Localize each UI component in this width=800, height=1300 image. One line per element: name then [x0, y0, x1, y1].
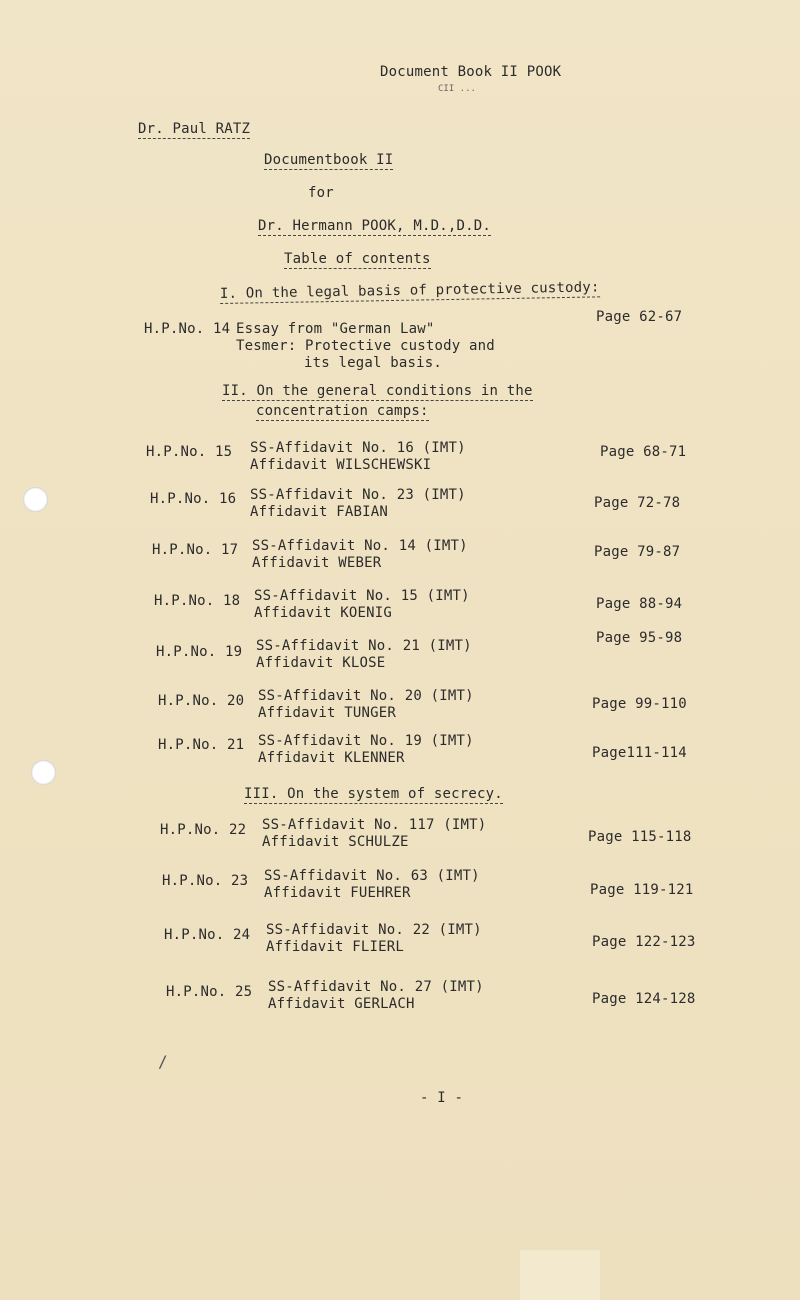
entry-hp-number: H.P.No. 16: [150, 491, 237, 507]
entry-line2: Affidavit KLOSE: [256, 655, 386, 671]
title-defendant: Dr. Hermann POOK, M.D.,D.D.: [258, 218, 491, 234]
entry-page: Page 124-128: [592, 991, 696, 1007]
entry-hp-number: H.P.No. 25: [166, 984, 253, 1000]
entry-page: Page111-114: [592, 745, 687, 761]
entry-line2: Affidavit WEBER: [252, 555, 382, 571]
entry-hp-number: H.P.No. 21: [158, 737, 245, 753]
entry-line2: Tesmer: Protective custody and: [236, 338, 495, 354]
entry-page: Page 68-71: [600, 444, 687, 460]
title-table-of-contents: Table of contents: [284, 251, 431, 267]
entry-line1: SS-Affidavit No. 16 (IMT): [250, 440, 466, 456]
document-reference-sub: CII ...: [438, 84, 476, 94]
section-3-heading: III. On the system of secrecy.: [244, 786, 503, 802]
entry-line2: Affidavit WILSCHEWSKI: [250, 457, 432, 473]
entry-hp-20: [158, 688, 718, 728]
entry-line1: SS-Affidavit No. 22 (IMT): [266, 922, 482, 938]
entry-page: Page 122-123: [592, 934, 696, 950]
entry-line1: Essay from "German Law": [236, 321, 435, 337]
entry-hp-17: [152, 538, 712, 578]
pencil-mark: /: [158, 1052, 168, 1071]
section-2-heading-line1: II. On the general conditions in the: [222, 383, 533, 399]
entry-hp-number: H.P.No. 17: [152, 542, 239, 558]
entry-page: Page 62-67: [596, 309, 683, 325]
entry-line1: SS-Affidavit No. 19 (IMT): [258, 733, 474, 749]
entry-page: Page 95-98: [596, 630, 683, 646]
entry-hp-14: [144, 309, 704, 371]
entry-hp-19: [156, 630, 716, 678]
entry-hp-number: H.P.No. 19: [156, 644, 243, 660]
entry-hp-18: [154, 588, 714, 628]
entry-hp-number: H.P.No. 14: [144, 321, 231, 337]
entry-line2: Affidavit KOENIG: [254, 605, 393, 621]
document-reference: Document Book II POOK: [380, 64, 562, 80]
entry-line1: SS-Affidavit No. 21 (IMT): [256, 638, 472, 654]
entry-hp-22: [160, 817, 720, 857]
entry-page: Page 72-78: [594, 495, 681, 511]
paper-patch: [520, 1250, 600, 1300]
counsel-name: Dr. Paul RATZ: [138, 121, 251, 137]
entry-line2: Affidavit FABIAN: [250, 504, 389, 520]
title-for: for: [308, 185, 334, 201]
entry-page: Page 79-87: [594, 544, 681, 560]
entry-page: Page 88-94: [596, 596, 683, 612]
entry-line2: Affidavit FLIERL: [266, 939, 405, 955]
entry-hp-number: H.P.No. 24: [164, 927, 251, 943]
entry-line2: Affidavit GERLACH: [268, 996, 415, 1012]
entry-hp-number: H.P.No. 23: [162, 873, 249, 889]
entry-line2: Affidavit TUNGER: [258, 705, 397, 721]
entry-page: Page 115-118: [588, 829, 692, 845]
section-1-heading: I. On the legal basis of protective custody:: [219, 279, 600, 302]
entry-line2: Affidavit KLENNER: [258, 750, 405, 766]
punch-hole-upper: [23, 487, 48, 512]
entry-hp-23: [162, 868, 722, 908]
entry-line1: SS-Affidavit No. 23 (IMT): [250, 487, 466, 503]
entry-hp-21: [158, 733, 718, 773]
page-number: - I -: [420, 1090, 464, 1106]
entry-line1: SS-Affidavit No. 20 (IMT): [258, 688, 474, 704]
entry-line1: SS-Affidavit No. 27 (IMT): [268, 979, 484, 995]
entry-page: Page 99-110: [592, 696, 687, 712]
entry-line2: Affidavit FUEHRER: [264, 885, 411, 901]
entry-hp-number: H.P.No. 15: [146, 444, 233, 460]
entry-hp-16: [150, 487, 710, 527]
entry-hp-15: [146, 440, 706, 480]
entry-line1: SS-Affidavit No. 15 (IMT): [254, 588, 470, 604]
entry-hp-25: [166, 979, 726, 1019]
entry-line1: SS-Affidavit No. 14 (IMT): [252, 538, 468, 554]
entry-hp-number: H.P.No. 22: [160, 822, 247, 838]
entry-line3: its legal basis.: [304, 355, 443, 371]
punch-hole-lower: [31, 760, 56, 785]
entry-hp-number: H.P.No. 20: [158, 693, 245, 709]
section-2-heading-line2: concentration camps:: [256, 403, 429, 419]
entry-hp-number: H.P.No. 18: [154, 593, 241, 609]
entry-line1: SS-Affidavit No. 63 (IMT): [264, 868, 480, 884]
entry-line2: Affidavit SCHULZE: [262, 834, 409, 850]
entry-page: Page 119-121: [590, 882, 694, 898]
entry-line1: SS-Affidavit No. 117 (IMT): [262, 817, 487, 833]
title-documentbook: Documentbook II: [264, 152, 394, 168]
entry-hp-24: [164, 922, 724, 962]
